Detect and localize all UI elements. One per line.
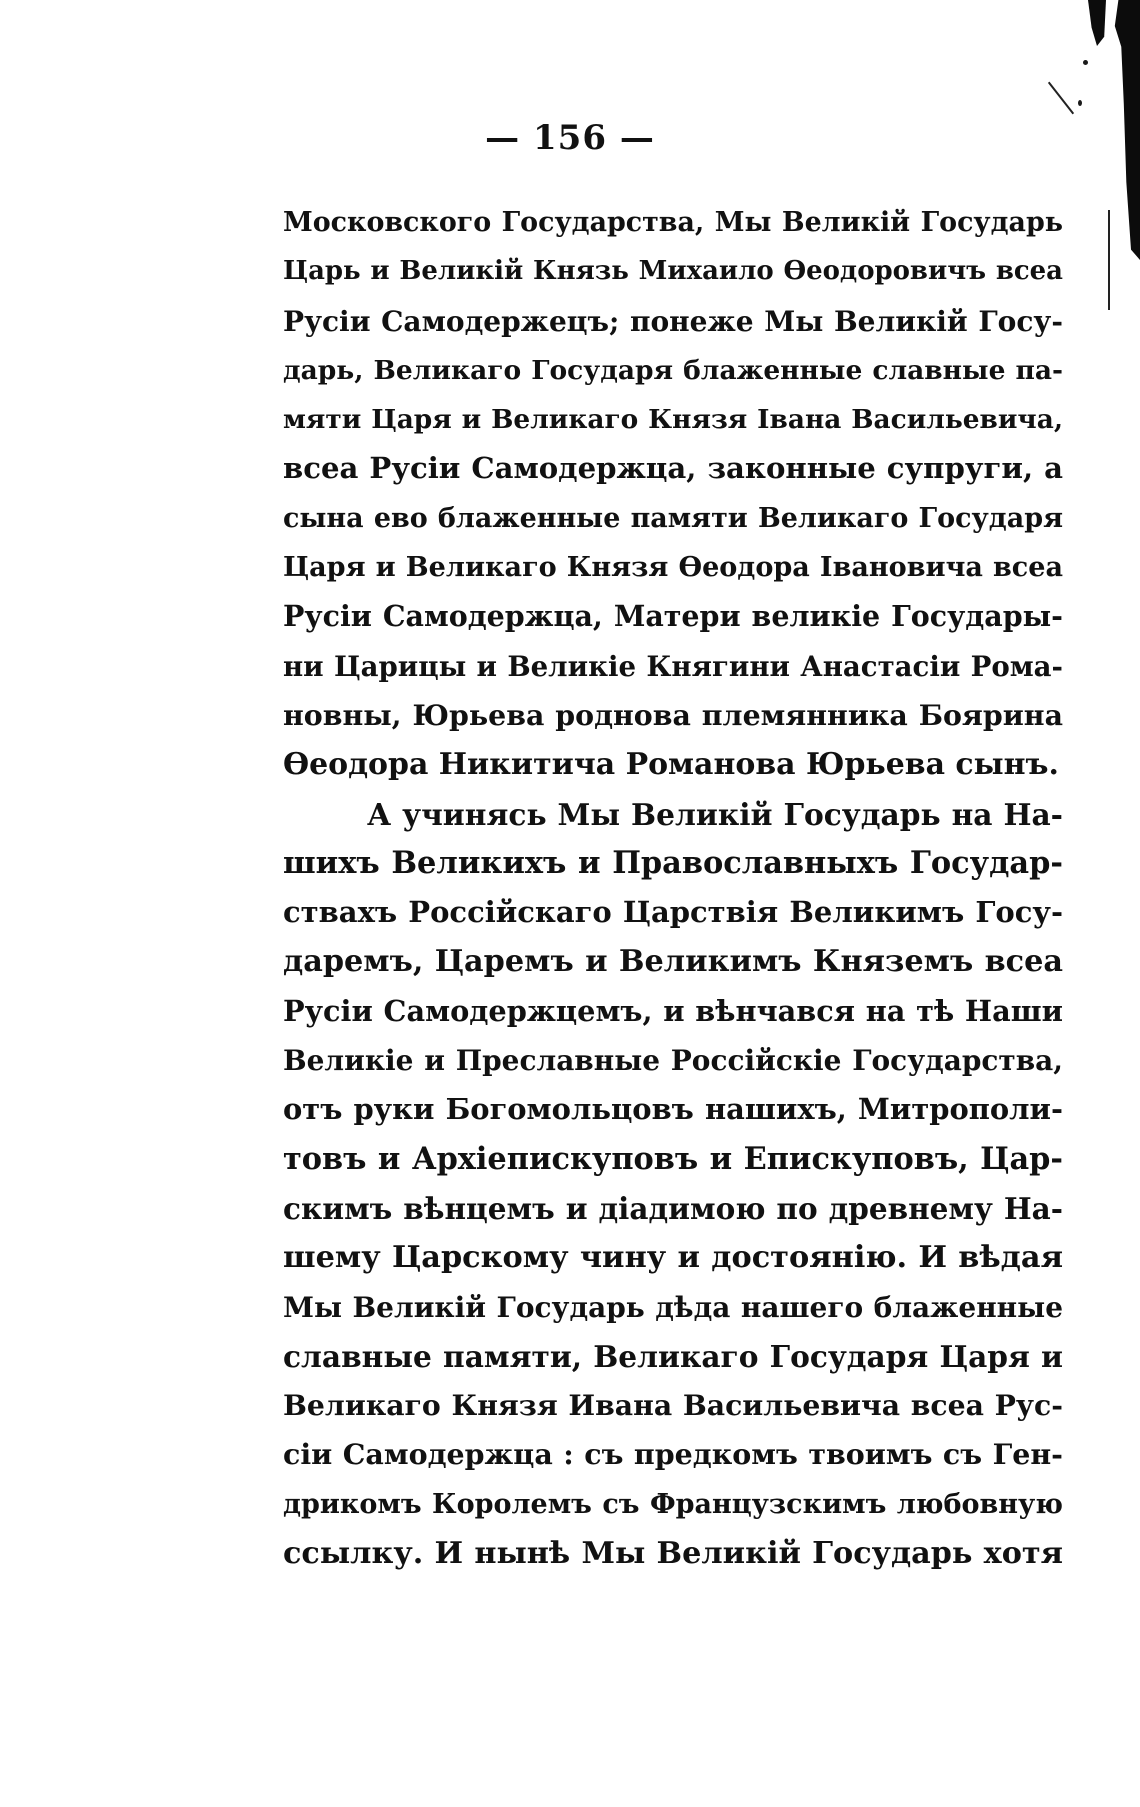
scan-stroke: [1108, 210, 1110, 310]
text-line: товъ и Архіепискуповъ и Епискуповъ, Цар-: [283, 1140, 1063, 1177]
text-line: новны, Юрьева роднова племянника Боярина: [283, 697, 1063, 732]
text-line: Московского Государства, Мы Великій Государь: [283, 207, 1063, 238]
scan-speck: [1078, 100, 1082, 106]
text-line: сына ево блаженные памяти Великаго Государя: [283, 502, 1063, 534]
scan-speck: [1083, 60, 1088, 65]
text-line: мяти Царя и Великаго Князя Івана Васильевича,: [283, 404, 1063, 436]
text-line: Царя и Великаго Князя Ѳеодора Івановича всеа: [283, 552, 1063, 584]
text-line: сіи Самодержца : съ предкомъ твоимъ съ Ген-: [283, 1437, 1063, 1472]
text-line: даремъ, Царемъ и Великимъ Княземъ всеа: [283, 944, 1063, 980]
text-line: ссылку. И нынѣ Мы Великій Государь хотя: [283, 1536, 1063, 1572]
paragraph-start-line: А учинясь Мы Великій Государь на На-: [367, 796, 1063, 832]
text-line: скимъ вѣнцемъ и діадимою по древнему На-: [283, 1190, 1063, 1226]
text-line: Русіи Самодержца, Матери великіе Государы-: [283, 599, 1063, 634]
page-number: — 156 —: [485, 118, 655, 158]
body-text: [283, 198, 1063, 1578]
paragraph-end-line: Ѳеодора Никитича Романова Юрьева сынъ.: [283, 747, 1059, 783]
text-line: ни Царицы и Великіе Княгини Анастасіи Рома-: [283, 649, 1063, 683]
text-line: Мы Великій Государь дѣда нашего блаженные: [283, 1290, 1063, 1324]
text-line: дрикомъ Королемъ съ Французскимъ любовную: [283, 1488, 1063, 1520]
text-line: ствахъ Россійскаго Царствія Великимъ Госу-: [283, 895, 1063, 930]
scan-edge-mark: [1088, 0, 1106, 46]
text-line: дарь, Великаго Государя блаженные славные па-: [283, 354, 1063, 386]
text-line: Великіе и Преславные Россійскіе Государства,: [283, 1044, 1063, 1078]
text-line: шему Царскому чину и достоянію. И вѣдая: [283, 1240, 1063, 1276]
text-line: Русіи Самодержцемъ, и вѣнчався на тѣ Наши: [283, 993, 1063, 1028]
text-line: всеа Русіи Самодержца, законные супруги, а: [283, 451, 1063, 486]
text-line: Русіи Самодержецъ; понеже Мы Великій Госу-: [283, 304, 1063, 338]
text-line: славные памяти, Великаго Государя Царя и: [283, 1338, 1063, 1374]
text-line: Царь и Великій Князь Михаило Ѳеодоровичъ всеа: [283, 256, 1063, 287]
text-line: шихъ Великихъ и Православныхъ Государ-: [283, 844, 1063, 881]
text-line: Великаго Князя Ивана Васильевича всеа Рус-: [283, 1388, 1063, 1423]
scan-stroke: [1048, 82, 1074, 115]
text-line: отъ руки Богомольцовъ нашихъ, Митрополи-: [283, 1092, 1063, 1127]
